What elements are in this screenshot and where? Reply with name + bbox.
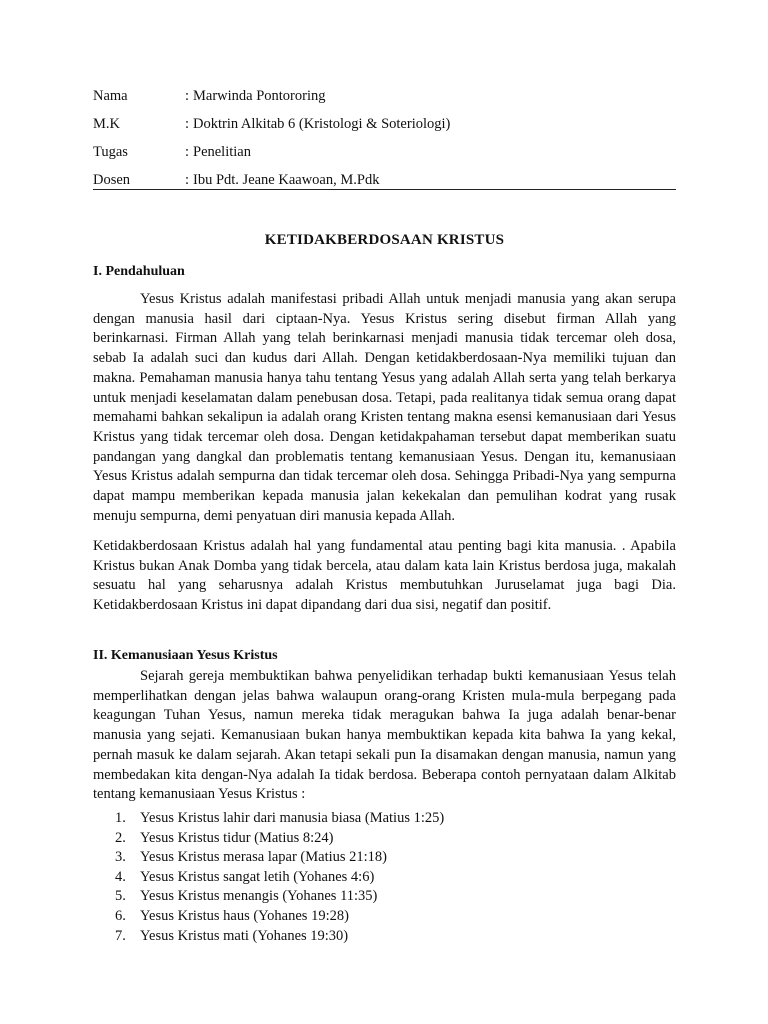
header-info-table xyxy=(93,86,676,198)
list-text: Yesus Kristus tidur (Matius 8:24) xyxy=(140,829,334,846)
list-text: Yesus Kristus sangat letih (Yohanes 4:6) xyxy=(140,868,375,885)
header-value: Doktrin Alkitab 6 (Kristologi & Soteriologi) xyxy=(193,116,451,132)
list-text: Yesus Kristus menangis (Yohanes 11:35) xyxy=(140,888,378,905)
section-heading-kemanusiaan: II. Kemanusiaan Yesus Kristus xyxy=(93,648,278,663)
header-label: Nama xyxy=(93,88,128,104)
list-number: 1. xyxy=(115,810,126,826)
list-number: 2. xyxy=(115,829,126,846)
header-label: M.K xyxy=(93,116,120,132)
header-row-mk xyxy=(93,114,676,142)
header-separator: : xyxy=(185,88,190,104)
list-item xyxy=(93,927,676,947)
header-row-tugas xyxy=(93,142,676,170)
list-number: 3. xyxy=(115,849,126,866)
list-number: 7. xyxy=(115,927,126,944)
list-item xyxy=(93,848,676,868)
list-text: Yesus Kristus mati (Yohanes 19:30) xyxy=(140,927,349,944)
header-label: Dosen xyxy=(93,172,131,188)
list-number: 6. xyxy=(115,907,126,924)
list-number: 4. xyxy=(115,868,126,885)
header-separator: : xyxy=(185,116,190,132)
header-row-dosen xyxy=(93,170,676,198)
list-text: Yesus Kristus lahir dari manusia biasa (Matius 1:25) xyxy=(140,810,445,826)
list-item xyxy=(93,829,676,849)
paragraph: Ketidakberdosaan Kristus adalah hal yang fundamental atau penting bagi kita manusia. . Apabila Kristus bukan Anak Domba yang tidak bercela, atau dalam kata lain Kristus berdosa juga, makalah sesuatu hal yang seharusnya adalah Kristus membutuhkan Juruselamat juga bagi Dia. Ketidakberdosaan Kristus ini dapat dipandang dari dua sisi, negatif dan positif. xyxy=(93,538,676,614)
header-divider xyxy=(93,189,676,190)
paragraph: Yesus Kristus adalah manifestasi pribadi Allah untuk menjadi manusia yang akan serupa dengan manusia hasil dari ciptaan-Nya. Yesus Kristus sering disebut firman Allah yang berinkarnasi. Firman Allah yang telah berinkarnasi menjadi manusia tidak tercemar oleh dosa, sebab Ia adalah suci dan kudus dari Allah. Dengan ketidakberdosaan-Nya memiliki tujuan dan makna. Pemahaman manusia hanya tahu tentang Yesus yang adalah Allah serta yang telah berkarya untuk menjadi keselamatan dalam penebusan dosa. Tetapi, pada realitanya tidak semua orang dapat memahami bahkan sekalipun ia adalah orang Kristen tentang makna esensi kemanusiaan dari Yesus Kristus yang tidak tercemar oleh dosa. Dengan ketidakpahaman tersebut dapat memberikan suatu pandangan yang dangkal dan problematis tentang kemanusiaan Yesus. Dengan itu, kemanusiaan Yesus Kristus adalah sempurna dan tidak tercemar oleh dosa. Sehingga Pribadi-Nya yang sempurna dapat mampu memberikan kepada manusia jalan kekekalan dan pemulihan kodrat yang rusak menuju sempurna, demi penyatuan diri manusia kepada Allah. xyxy=(93,291,676,524)
header-value: Penelitian xyxy=(193,144,251,160)
header-row-nama xyxy=(93,86,676,114)
header-label: Tugas xyxy=(93,144,128,160)
list-item xyxy=(93,887,676,907)
paragraph: Sejarah gereja membuktikan bahwa penyelidikan terhadap bukti kemanusiaan Yesus telah memperlihatkan dengan jelas bahwa walaupun orang-orang Kristen mula-mula berpegang pada keagungan Tuhan Yesus, namun mereka tidak meragukan bahwa Ia juga adalah benar-benar manusia yang sejati. Kemanusiaan bukan hanya membuktikan kepada kita bahwa Ia yang kekal, pernah masuk ke dalam sejarah. Akan tetapi sekali pun Ia disamakan dengan manusia, namun yang membedakan kita dengan-Nya adalah Ia tidak berdosa. Beberapa contoh pernyataan dalam Alkitab tentang kemanusiaan Yesus Kristus : xyxy=(93,668,676,803)
header-separator: : xyxy=(185,172,190,188)
header-value: Marwinda Pontororing xyxy=(193,88,326,104)
document-title: KETIDAKBERDOSAAN KRISTUS xyxy=(264,232,505,248)
list-text: Yesus Kristus haus (Yohanes 19:28) xyxy=(140,907,349,924)
list-item xyxy=(93,907,676,927)
section-heading-pendahuluan: I. Pendahuluan xyxy=(93,264,185,279)
numbered-list xyxy=(93,809,676,946)
list-item xyxy=(93,868,676,888)
header-separator: : xyxy=(185,144,190,160)
list-text: Yesus Kristus merasa lapar (Matius 21:18) xyxy=(140,849,388,866)
header-value: Ibu Pdt. Jeane Kaawoan, M.Pdk xyxy=(193,172,380,188)
list-number: 5. xyxy=(115,888,126,905)
list-item xyxy=(93,809,676,829)
